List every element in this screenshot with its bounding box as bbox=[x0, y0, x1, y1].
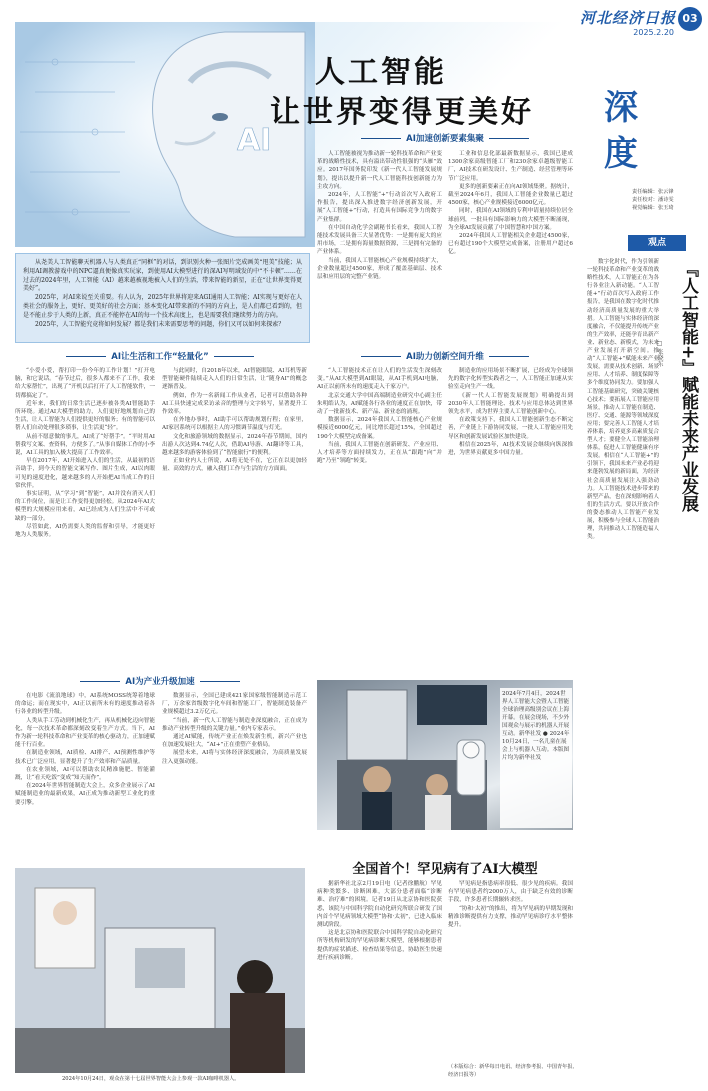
paragraph: 事实证明，从“学习”到“智能”，AI并没有消灭人们的工作岗位，而是让工作变得更加轻松。从2024年AI大模型的大规模应用来看，AI已经成为人们生活中不可或缺的一部分。 bbox=[15, 491, 155, 522]
paragraph: “当前，新一代人工智能与制造业深度融合，正在成为推动产业转型升级的关键力量。”业内专家表示。 bbox=[162, 717, 307, 732]
issue-date: 2025.2.20 bbox=[633, 28, 674, 37]
source-line: （本版综合：新华每日电讯、经济参考报、中国青年报、经济日报等） bbox=[448, 1064, 578, 1078]
paragraph: 数据显示，2024年我国人工智能核心产业规模接近6000亿元，同比增长超过15%，全国超过190个大模型完成备案。 bbox=[317, 417, 442, 440]
section-head-lightweight: AI让生活和工作“轻量化” bbox=[15, 350, 305, 364]
article-headline-rare-disease: 全国首个！罕见病有了AI大模型 bbox=[352, 862, 538, 877]
paragraph: 北京交通大学中国高端制造业研究中心副主任朱明皓认为，AI赋能各行各业的速度正在加快，带动了一批新技术、新产品、新业态的涌现。 bbox=[317, 392, 442, 416]
paragraph: 当前，我国人工智能在创新研发、产业应用、人才培养等方面持续发力，正在从“跟跑”向“并跑”乃至“领跑”转变。 bbox=[317, 441, 442, 465]
paragraph: 展望未来，AI将与实体经济深度融合，为高质量发展注入更强动能。 bbox=[162, 750, 307, 765]
paragraph: 更多的创新要素正在向AI领域集聚。据统计，截至2024年6月，我国人工智能企业数量已超过4500家，核心产业规模接近6000亿元。 bbox=[448, 183, 573, 207]
paragraph: 在政策支持下，我国人工智能创新生态不断完善，产业链上下游协同发展，一批人工智能应用先导区和创新发展试验区加快建设。 bbox=[448, 417, 573, 440]
paragraph: 与此同时，自2018年以来，AI智能眼镜、AI耳机等新型智能硬件陆续走入人们的日常生活，让“随身AI”的概念逐渐普及。 bbox=[162, 368, 307, 391]
editor-line: 责任校对：潘诗雯 bbox=[632, 197, 674, 203]
paragraph: 当前，我国人工智能核心产业规模持续扩大，企业数量超过4500家，形成了覆盖基础层、技术层和应用层的完整产业链。 bbox=[317, 257, 442, 281]
paragraph: 正如业内人士所说，AI将无处不在，它正在以更加轻量、高效的方式，融入我们工作与生活的方方面面。 bbox=[162, 458, 307, 473]
paragraph: 2024年我国人工智能相关企业超过4500家，已有超过190个大模型完成备案，注册用户超过6亿。 bbox=[448, 233, 573, 256]
intro-summary-box bbox=[15, 253, 310, 343]
section-head-industry: AI为产业升级加速 bbox=[15, 675, 305, 689]
robot-coffee-photo bbox=[15, 868, 305, 1073]
article-column bbox=[15, 692, 155, 862]
paragraph: 工业和信息化部最新数据显示，我国已建成1300余家高级智能工厂和230余家卓越级智能工厂，AI技术在研发设计、生产制造、经营管理等环节广泛应用。 bbox=[448, 151, 573, 182]
section-head-innovation: AI加速创新要素集聚 bbox=[317, 132, 573, 146]
intro-paragraph: 从尧美人工智能聊天机器人与人类真正“同框”的对话，到识别火种一张图片完成画美“甩美”技能；从利用AI调教游戏中的NPC逼真便像真实玩家，到使用AI大模型进行的深AI写明域发的中“不卡顿”……在过去的2024年里，人工智能（AI）越来越被视地被入人们的生活，带来智能的新星，正在“让世界变得更美好”。 bbox=[23, 259, 302, 293]
paragraph: “小爱小爱，帮打印一份今年的工作计划！”打开电脑，和它说话。“春节过后，很多人都来不了工作，我来给大家帮忙”，出现了“开机以后打开了人工智能软件，一切都搞定了”。 bbox=[15, 368, 155, 399]
opinion-author: □ 张晓东 bbox=[656, 340, 663, 367]
paragraph: 在外地办事时，AI助手可以帮助规划行程；在家里，AI家居系统可以根据主人的习惯调节温度与灯光。 bbox=[162, 417, 307, 432]
page-number-badge: 03 bbox=[678, 7, 702, 31]
paragraph: 尽管如此，AI仍需要人类的监督和引导，才能更好地为人类服务。 bbox=[15, 523, 155, 539]
paragraph: 早在2017年，AI开始进入人们的生活，从最初的语音助手，到今天的智能文案写作、图片生成，AI以肉眼可见的速度进化，越来越多的人开始把AI当成工作的日常伙伴。 bbox=[15, 458, 155, 489]
article-column bbox=[317, 367, 442, 672]
paragraph: 罕见病是指患病率很低、很少见的疾病。我国有罕见病患者约2000万人，由于缺乏有效的诊断手段，许多患者长期辗转求医。 bbox=[448, 881, 573, 904]
article-column bbox=[162, 367, 307, 667]
opinion-body bbox=[587, 258, 659, 1078]
paragraph: 这是北京协和医院联合中国科学院自动化研究所等机构研发的罕见病诊断大模型，能够根据患者提供的症状描述、检查结果等信息，协助医生快速进行疾病诊断。 bbox=[317, 930, 442, 961]
headline-line-2: 让世界变得更美好 bbox=[270, 95, 534, 130]
section-char: 度 bbox=[604, 134, 638, 174]
paragraph: 数据显示，全国已建成421家国家级智能制造示范工厂，万余家省级数字化车间和智能工厂，智能制造装备产业规模超过3.2万亿元。 bbox=[162, 693, 307, 716]
paragraph: 人工智能被视为推动新一轮科技革命和产业变革的战略性技术，具有溢出带动性很强的“头雁”效应。2017年国务院印发《新一代人工智能发展规划》，提出以提升新一代人工智能科技创新能力为主攻方向。 bbox=[317, 151, 442, 190]
paragraph: 制造业的应用场景不断扩展，已经成为全球领先的数字化转型实践者之一，人工智能正加速从实验室走向生产一线。 bbox=[448, 368, 573, 391]
headline-line-1: 人工智能 bbox=[315, 55, 447, 90]
paragraph: 通过AI赋能，传统产业正在焕发新生机，新兴产业也在加速发展壮大，“AI+”正在重塑产业格局。 bbox=[162, 734, 307, 749]
paragraph: 《新一代人工智能发展规划》明确提出到2030年人工智能理论、技术与应用总体达到世界领先水平，成为世界主要人工智能创新中心。 bbox=[448, 392, 573, 416]
opinion-title: 『人工智能+』赋能未来产业发展 bbox=[678, 260, 698, 513]
paragraph: 在电影《流浪地球》中，AI系统MOSS统筹着地球的命运；而在现实中，AI正以前所未有的速度推动着各行各业的转型升级。 bbox=[15, 693, 155, 716]
article-column bbox=[448, 367, 573, 672]
paragraph: 在2024年世界智能制造大会上，众多企业展示了AI赋能制造业的最新成果，AI正成为推动新型工业化的重要引擎。 bbox=[15, 783, 155, 806]
section-char: 深 bbox=[604, 88, 638, 128]
article-column bbox=[162, 692, 307, 862]
paragraph: 在中国自动化学会副秘书长看来，我国人工智能技术发展具备三大显著优势：一是拥有庞大的应用市场，二是拥有海量数据资源，三是拥有完备的产业体系。 bbox=[317, 224, 442, 256]
article-column bbox=[15, 367, 155, 667]
paragraph: 在制造业领域，AI质检、AI排产、AI预测性维护等技术已广泛应用，显著提升了生产效率和产品质量。 bbox=[15, 750, 155, 765]
ai-label: AI bbox=[237, 123, 272, 158]
ai-robot-head-illustration bbox=[15, 22, 315, 247]
editor-line: 视觉编辑：张玉琦 bbox=[632, 205, 674, 211]
paragraph: 近年来，我们的日常生活已逐步被各类AI智能助手所环绕。通过AI大模型的助力，人们更好地规划自己的生活，让人工智能为人们提供更好的服务；有的智能可以帮人们自动处理很多琐事，让生活更“轻”。 bbox=[15, 400, 155, 432]
paragraph: 文化和旅游领域的数据显示，2024年春节期间，国内出游人次达到4.74亿人次，借助AI导游、AI翻译等工具，越来越多的游客体验到了“智能旅行”的便利。 bbox=[162, 433, 307, 457]
paragraph: 据新华社北京2月19日电（记者徐鹏航）罕见病种类繁多、诊断困难，大部分患者面临“诊断难、治疗难”的困境。记者19日从北京协和医院获悉，该院与中国科学院自动化研究所联合研发了国内首个罕见病领域大模型“协和·太初”，已进入临床测试阶段。 bbox=[317, 881, 442, 929]
paragraph: 同时，我国在AI领域的专利申请量持续位居全球前列，一批具有国际影响力的大模型不断涌现，为全球AI发展贡献了中国智慧和中国方案。 bbox=[448, 208, 573, 231]
article-column bbox=[448, 150, 573, 350]
article-column bbox=[317, 880, 442, 1070]
editor-line: 责任编辑：张云锋 bbox=[632, 189, 674, 195]
intro-paragraph: 2025年，人工智能究竟将如何发展？都是我们未来需要思考的问题，你们又可以如何来探索？ bbox=[35, 320, 285, 328]
opinion-label: 观点 bbox=[628, 235, 686, 251]
paragraph: 例如，作为一名新闻工作从业者，记者可以借助各种AI工具快速完成采访录音的整理与文字转写，显著提升工作效率。 bbox=[162, 392, 307, 416]
paragraph: “人工智能技术正在让人们的生活发生深刻改变。”从AI大模型到AI眼镜，从AI手机到AI电脑，AI正以前所未有的速度走入千家万户。 bbox=[317, 368, 442, 391]
expo-photo-caption: 2024年7月4日，2024世界人工智能大会暨人工智能全球治理高级别会议在上海开幕。在展会现场，不少外国观众与展示的机器人开展互动。新华社发 ● 2024年10月24日，一名儿童在展会上与机器人互动。本版图片均为新华社发 bbox=[500, 688, 572, 828]
paragraph: 相信在2025年，AI技术发展会继续向纵深推进，为世界贡献更多中国力量。 bbox=[448, 441, 573, 457]
paragraph: 在农业领域，AI可以帮助农民精准施肥、智能灌溉，让“看天吃饭”变成“知天而作”。 bbox=[15, 766, 155, 782]
paragraph: “协和·太初”的推出，将为罕见病的早期发现和精准诊断提供有力支撑，推动罕见病诊疗水平整体提升。 bbox=[448, 905, 573, 929]
paragraph: 人类从手工劳动到机械化生产，再从机械化迈向智能化，每一次技术革命都深刻改变着生产方式。当下，AI作为新一轮科技革命和产业变革的核心驱动力，正加速赋能千行百业。 bbox=[15, 717, 155, 749]
robot-scene-illustration bbox=[15, 868, 305, 1073]
editor-credits bbox=[632, 188, 702, 212]
paragraph: 从前不愿意做的事儿，AI成了“好帮手”。“平时用AI帮我写文案、查资料，方便多了。”从事自媒体工作的小李说，AI工具的加入极大提高了工作效率。 bbox=[15, 433, 155, 457]
masthead: 河北经济日报 bbox=[579, 9, 676, 27]
robot-photo-caption: 2024年10月24日，观众在第十七届世界智能大会上参观一款AI咖啡机器人。 bbox=[62, 1076, 240, 1082]
paragraph: 2024年，人工智能“+”行动首次写入政府工作报告，提出深入推进数字经济创新发展，开展“人工智能+”行动，打造具有国际竞争力的数字产业集群。 bbox=[317, 192, 442, 223]
section-title-deep bbox=[600, 85, 642, 185]
article-column bbox=[317, 150, 442, 350]
intro-paragraph: 2025年，对AI来说至关重要。有人认为，2025年世界将迎来AGI通用人工智能；AI实现与更好在人类社会的服务上，更好、更美好的社会方面；基本变化AI带来新的不同的方向上，是人们都已看到的，但是不能止步于人类的上新，真正不能停在AI的每一个技术高度上，也是需要我们继续努力的方向。 bbox=[23, 294, 302, 319]
section-head-space: AI助力创新空间升维 bbox=[317, 350, 573, 364]
paragraph: 数字化时代，作为引领新一轮科技革命和产业变革的战略性技术，人工智能正在为各行各业注入新动能。“人工智能+”行动首次写入政府工作报告，是我国在数字化时代推动经济高质量发展的重大举措。人工智能与实体经济的深度融合，不仅能提升传统产业的生产效率，还能孕育出新产业、新业态、新模式，为未来产业发展打开新空间。推动“人工智能+”赋能未来产业发展，需要从技术创新、场景应用、人才培养、制度保障等多个维度协同发力。要加强人工智能基础研究，突破关键核心技术；要拓展人工智能应用场景，推动人工智能在制造、医疗、交通、能源等领域深度应用；要完善人工智能人才培养体系，培养更多高素质复合型人才；要健全人工智能治理体系，促进人工智能健康有序发展。相信在“人工智能+”的引领下，我国未来产业必将迎来蓬勃发展的新局面，为经济社会高质量发展注入强劲动力。人工智能技术进步带来的新型产品，也在深刻影响着人们的生活方式。要以开放合作的姿态推动人工智能产业发展，积极参与全球人工智能治理，共同推动人工智能造福人类。 bbox=[587, 259, 659, 541]
article-column bbox=[448, 880, 573, 1060]
